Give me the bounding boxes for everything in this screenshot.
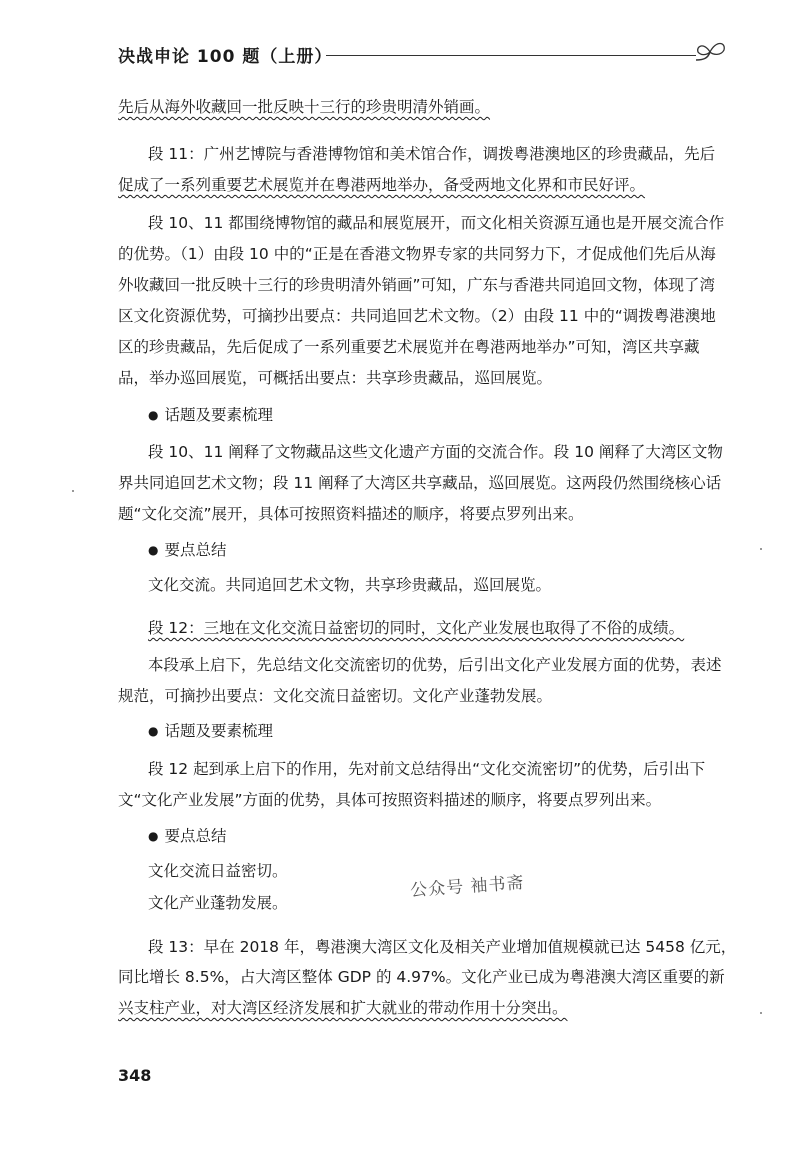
page-number: 348	[118, 1066, 152, 1085]
text-line-2	[148, 144, 715, 164]
text-line-21	[118, 790, 661, 810]
scan-speck	[760, 1012, 762, 1014]
text-line-3	[118, 175, 645, 195]
text-line-16	[148, 618, 684, 638]
text-line-11-content: 段 10、11 阐释了文物藏品这些文化遗产方面的交流合作。段 10 阐释了大湾区文物	[148, 443, 723, 461]
handwritten-note: 公众号 袖书斋	[409, 873, 526, 901]
bullet-icon: ●	[148, 543, 159, 557]
text-line-23-content: 文化交流日益密切。	[148, 862, 288, 880]
text-line-20	[148, 759, 705, 779]
text-line-15	[148, 575, 551, 595]
text-line-1	[118, 97, 490, 117]
text-line-24	[148, 893, 288, 913]
section-heading-1	[148, 405, 273, 426]
text-line-4	[148, 213, 724, 233]
bullet-icon: ●	[148, 829, 159, 843]
text-line-17-content: 本段承上启下，先总结文化交流密切的优势，后引出文化产业发展方面的优势，表述	[148, 656, 722, 674]
text-line-18	[118, 686, 552, 706]
section-heading-2-label: 要点总结	[164, 541, 227, 559]
section-heading-4	[148, 826, 227, 847]
text-line-15-content: 文化交流。共同追回艺术文物，共享珍贵藏品，巡回展览。	[148, 576, 552, 594]
text-line-4-content: 段 10、11 都围绕博物馆的藏品和展览展开，而文化相关资源互通也是开展交流合作	[148, 214, 725, 232]
text-line-5	[118, 244, 716, 264]
text-line-13	[118, 504, 584, 524]
section-heading-2	[148, 540, 227, 561]
text-line-24-content: 文化产业蓬勃发展。	[148, 894, 288, 912]
text-line-17	[148, 655, 722, 675]
text-line-7-content: 区文化资源优势，可摘抄出要点：共同追回艺术文物。（2）由段 11 中的“调拨粤港澳地	[118, 307, 716, 325]
text-line-21-content: 文“文化产业发展”方面的优势，具体可按照资料描述的顺序，将要点罗列出来。	[118, 791, 662, 809]
text-line-26	[118, 967, 725, 987]
text-line-13-content: 题“文化交流”展开，具体可按照资料描述的顺序，将要点罗列出来。	[118, 505, 584, 523]
text-line-20-content: 段 12 起到承上启下的作用，先对前文总结得出“文化交流密切”的优势，后引出下	[148, 760, 706, 778]
text-line-18-content: 规范，可摘抄出要点：文化交流日益密切。文化产业蓬勃发展。	[118, 687, 553, 705]
text-line-12-content: 界共同追回艺术文物；段 11 阐释了大湾区共享藏品，巡回展览。这两段仍然围绕核心话	[118, 474, 722, 492]
text-line-26-content: 同比增长 8.5%，占大湾区整体 GDP 的 4.97%。文化产业已成为粤港澳大湾区重要的新	[118, 968, 725, 986]
text-line-16-content: 段 12：三地在文化交流日益密切的同时，文化产业发展也取得了不俗的成绩。	[148, 619, 685, 637]
sprout-icon	[692, 38, 732, 72]
section-heading-3	[148, 721, 273, 742]
text-line-6	[118, 275, 715, 295]
running-header	[118, 38, 728, 72]
text-line-27	[118, 998, 568, 1018]
text-line-27-content: 兴支柱产业，对大湾区经济发展和扩大就业的带动作用十分突出。	[118, 999, 568, 1017]
text-line-6-content: 外收藏回一批反映十三行的珍贵明清外销画”可知，广东与香港共同追回文物，体现了湾	[118, 276, 716, 294]
text-line-25-content: 段 13：早在 2018 年，粤港澳大湾区文化及相关产业增加值规模就已达 5458 亿元，	[148, 938, 737, 956]
text-line-3-content: 促成了一系列重要艺术展览并在粤港两地举办，备受两地文化界和市民好评。	[118, 176, 646, 194]
header-rule	[326, 55, 696, 56]
text-line-2-content: 段 11：广州艺博院与香港博物馆和美术馆合作，调拨粤港澳地区的珍贵藏品，先后	[148, 145, 716, 163]
section-heading-1-label: 话题及要素梳理	[164, 406, 273, 424]
scan-speck	[760, 548, 762, 550]
text-line-9-content: 品，举办巡回展览，可概括出要点：共享珍贵藏品，巡回展览。	[118, 369, 553, 387]
text-line-1-content: 先后从海外收藏回一批反映十三行的珍贵明清外销画。	[118, 98, 491, 116]
scan-speck	[72, 490, 74, 492]
text-line-5-content: 的优势。（1）由段 10 中的“正是在香港文物界专家的共同努力下，才促成他们先后从海	[118, 245, 716, 263]
bullet-icon: ●	[148, 408, 159, 422]
text-line-11	[148, 442, 723, 462]
text-line-23	[148, 861, 288, 881]
text-line-25	[148, 937, 736, 957]
text-line-8	[118, 337, 700, 357]
header-title: 决战申论 100 题（上册）	[118, 47, 333, 67]
text-line-9	[118, 368, 552, 388]
section-heading-4-label: 要点总结	[164, 827, 227, 845]
text-line-12	[118, 473, 721, 493]
section-heading-3-label: 话题及要素梳理	[164, 722, 273, 740]
bullet-icon: ●	[148, 724, 159, 738]
text-line-8-content: 区的珍贵藏品，先后促成了一系列重要艺术展览并在粤港两地举办”可知，湾区共享藏	[118, 338, 700, 356]
text-line-7	[118, 306, 716, 326]
